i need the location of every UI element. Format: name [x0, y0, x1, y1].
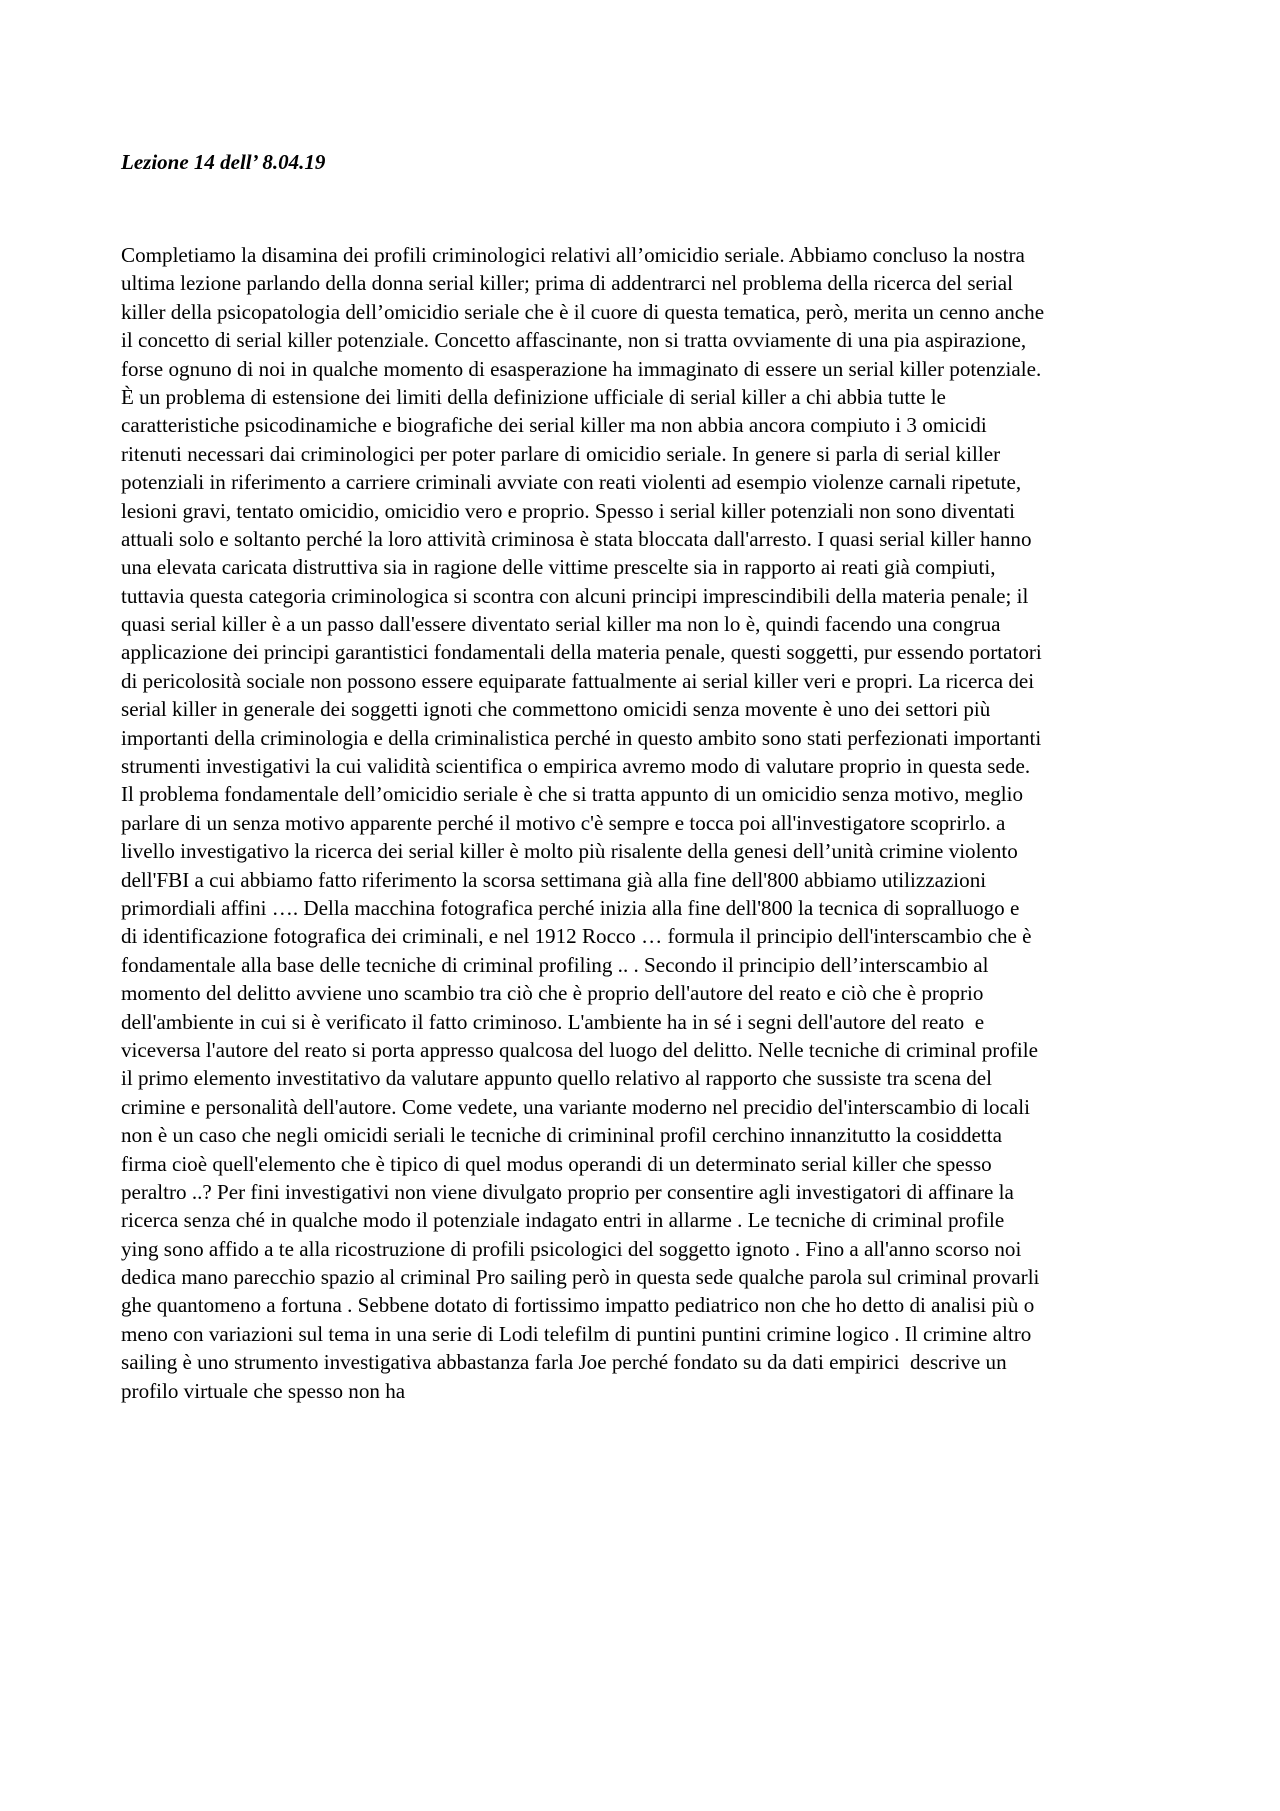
text-line: dell'FBI a cui abbiamo fatto riferimento la scorsa settimana già alla fine dell'800 abbiamo utilizzazioni — [121, 867, 987, 892]
text-line: il primo elemento investitativo da valutare appunto quello relativo al rapporto che sussiste tra scena del — [121, 1066, 993, 1091]
text-line: killer della psicopatologia dell’omicidio seriale che è il cuore di questa tematica, però, merita un cenno anche — [121, 299, 1045, 324]
lesson-title: Lezione 14 dell’ 8.04.19 — [121, 150, 326, 174]
text-line: È un problema di estensione dei limiti della definizione ufficiale di serial killer a chi abbia tutte le — [121, 384, 946, 409]
text-line: Completiamo la disamina dei profili criminologici relativi all’omicidio seriale. Abbiamo concluso la nostra — [121, 243, 1025, 267]
text-line: ultima lezione parlando della donna serial killer; prima di addentrarci nel problema della ricerca del serial — [121, 271, 1013, 296]
text-line: caratteristiche psicodinamiche e biografiche dei serial killer ma non abbia ancora compiuto i 3 omicidi — [121, 413, 987, 438]
text-line: ghe quantomeno a fortuna . Sebbene dotato di fortissimo impatto pediatrico non che ho detto di analisi più o — [121, 1293, 1035, 1318]
text-line: primordiali affini …. Della macchina fotografica perché inizia alla fine dell'800 la tecnica di sopralluogo e — [121, 895, 1020, 920]
text-line: fondamentale alla base delle tecniche di criminal profiling .. . Secondo il principio dell’interscambio al — [121, 952, 989, 977]
text-line: viceversa l'autore del reato si porta appresso qualcosa del luogo del delitto. Nelle tecniche di criminal profile — [121, 1037, 1038, 1062]
text-line: forse ognuno di noi in qualche momento di esasperazione ha immaginato di essere un serial killer potenziale. — [121, 356, 1042, 381]
text-line: strumenti investigativi la cui validità scientifica o empirica avremo modo di valutare proprio in questa sede. — [121, 754, 1031, 779]
text-line: momento del delitto avviene uno scambio tra ciò che è proprio dell'autore del reato e ciò che è proprio — [121, 981, 984, 1006]
text-line: quasi serial killer è a un passo dall'essere diventato serial killer ma non lo è, quindi facendo una congrua — [121, 612, 1001, 637]
text-line: meno con variazioni sul tema in una serie di Lodi telefilm di puntini puntini crimine logico . Il crimine altro — [121, 1321, 1032, 1346]
text-line: di pericolosità sociale non possono essere equiparate fattualmente ai serial killer veri e propri. La ricerca dei — [121, 668, 1035, 693]
text-line: peraltro ..? Per fini investigativi non viene divulgato proprio per consentire agli investigatori di affinare la — [121, 1179, 1014, 1204]
text-line: di identificazione fotografica dei criminali, e nel 1912 Rocco … formula il principio dell'interscambio che è — [121, 924, 1032, 949]
text-line: potenziali in riferimento a carriere criminali avviate con reati violenti ad esempio violenze carnali ripetute, — [121, 470, 1022, 495]
text-line: attuali solo e soltanto perché la loro attività criminosa è stata bloccata dall'arresto. I quasi serial killer hanno — [121, 526, 1032, 551]
text-line: crimine e personalità dell'autore. Come vedete, una variante moderno nel precidio del'interscambio di locali — [121, 1094, 1031, 1119]
text-line: ying sono affido a te alla ricostruzione di profili psicologici del soggetto ignoto . Fino a all'anno scorso noi — [121, 1236, 1022, 1261]
text-line: una elevata caricata distruttiva sia in ragione delle vittime prescelte sia in rapporto ai reati già compiuti, — [121, 555, 996, 580]
text-line: sailing è uno strumento investigativa abbastanza farla Joe perché fondato su da dati empirici descrive un — [121, 1350, 1007, 1375]
text-line: Il problema fondamentale dell’omicidio seriale è che si tratta appunto di un omicidio senza motivo, meglio — [121, 782, 1024, 807]
text-line: firma cioè quell'elemento che è tipico di quel modus operandi di un determinato serial killer che spesso — [121, 1151, 992, 1176]
text-line: serial killer in generale dei soggetti ignoti che commettono omicidi senza movente è uno dei settori più — [121, 697, 991, 722]
text-line: il concetto di serial killer potenziale. Concetto affascinante, non si tratta ovviamente di una pia aspirazione, — [121, 328, 1027, 353]
text-line: importanti della criminologia e della criminalistica perché in questo ambito sono stati perfezionati importanti — [121, 725, 1042, 750]
text-line: non è un caso che negli omicidi seriali le tecniche di crimininal profil cerchino innanzitutto la cosiddetta — [121, 1123, 1002, 1148]
text-line: applicazione dei principi garantistici fondamentali della materia penale, questi soggetti, pur essendo portatori — [121, 640, 1042, 665]
text-line: lesioni gravi, tentato omicidio, omicidio vero e proprio. Spesso i serial killer potenziali non sono diventati — [121, 498, 1015, 523]
text-line: livello investigativo la ricerca dei serial killer è molto più risalente della genesi dell’unità crimine violento — [121, 839, 1018, 864]
text-line: ritenuti necessari dai criminologici per poter parlare di omicidio seriale. In genere si parla di serial killer — [121, 441, 1001, 466]
text-line: parlare di un senza motivo apparente perché il motivo c'è sempre e tocca poi all'investigatore scoprirlo. a — [121, 810, 1006, 835]
text-line: dell'ambiente in cui si è verificato il fatto criminoso. L'ambiente ha in sé i segni dell'autore del reato e — [121, 1009, 985, 1034]
body-paragraph — [121, 241, 1161, 1405]
text-line: ricerca senza ché in qualche modo il potenziale indagato entri in allarme . Le tecniche di criminal profile — [121, 1208, 1005, 1233]
text-line: dedica mano parecchio spazio al criminal Pro sailing però in questa sede qualche parola sul criminal provarli — [121, 1265, 1040, 1290]
text-line: profilo virtuale che spesso non ha — [121, 1378, 406, 1403]
text-line: tuttavia questa categoria criminologica si scontra con alcuni principi imprescindibili della materia penale; il — [121, 583, 1029, 608]
